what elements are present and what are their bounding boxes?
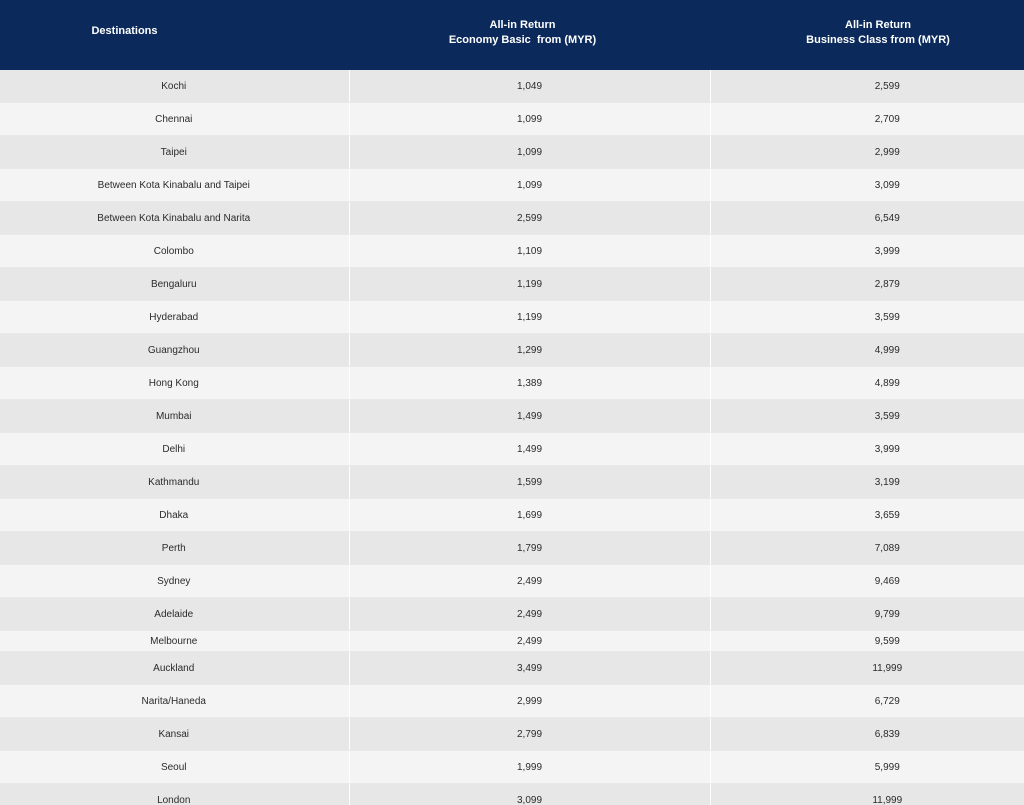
header-destinations (0, 0, 349, 70)
business-fare-cell: 2,879 (710, 268, 1024, 301)
table-header (0, 0, 1024, 70)
header-economy (349, 0, 710, 70)
business-fare-cell: 9,599 (710, 631, 1024, 652)
table-row (0, 400, 1024, 433)
table-row (0, 784, 1024, 805)
destination-cell: Guangzhou (0, 334, 349, 367)
business-fare-cell: 6,839 (710, 718, 1024, 751)
economy-fare-cell: 3,499 (349, 652, 710, 685)
business-fare-cell: 3,099 (710, 169, 1024, 202)
economy-fare-cell: 1,799 (349, 532, 710, 565)
business-fare-cell: 11,999 (710, 652, 1024, 685)
destination-cell: Between Kota Kinabalu and Taipei (0, 169, 349, 202)
business-fare-cell: 2,599 (710, 70, 1024, 103)
destination-cell: Hyderabad (0, 301, 349, 334)
destination-cell: Kathmandu (0, 466, 349, 499)
table-row (0, 685, 1024, 718)
destination-cell: Narita/Haneda (0, 685, 349, 718)
destination-cell: Auckland (0, 652, 349, 685)
destination-cell: Sydney (0, 565, 349, 598)
destination-cell: Taipei (0, 136, 349, 169)
business-fare-cell: 3,659 (710, 499, 1024, 532)
destination-cell: Bengaluru (0, 268, 349, 301)
destination-cell: Kansai (0, 718, 349, 751)
table-row (0, 718, 1024, 751)
business-fare-cell: 5,999 (710, 751, 1024, 784)
economy-fare-cell: 3,099 (349, 784, 710, 805)
table-row (0, 334, 1024, 367)
business-fare-cell: 2,709 (710, 103, 1024, 136)
table-body (0, 70, 1024, 805)
economy-fare-cell: 1,199 (349, 268, 710, 301)
business-fare-cell: 7,089 (710, 532, 1024, 565)
header-business (710, 0, 1024, 70)
table-row (0, 70, 1024, 103)
business-fare-cell: 9,799 (710, 598, 1024, 631)
header-business-line1: All-in Return (845, 19, 911, 31)
business-fare-cell: 3,599 (710, 301, 1024, 334)
business-fare-cell: 3,999 (710, 235, 1024, 268)
header-destinations-label: Destinations (91, 24, 158, 37)
business-fare-cell: 4,899 (710, 367, 1024, 400)
economy-fare-cell: 2,499 (349, 598, 710, 631)
economy-fare-cell: 1,699 (349, 499, 710, 532)
business-fare-cell: 4,999 (710, 334, 1024, 367)
table-row (0, 202, 1024, 235)
table-row (0, 235, 1024, 268)
economy-fare-cell: 1,199 (349, 301, 710, 334)
destination-cell: Hong Kong (0, 367, 349, 400)
table-row (0, 169, 1024, 202)
header-row (0, 0, 1024, 70)
economy-fare-cell: 1,109 (349, 235, 710, 268)
business-fare-cell: 3,999 (710, 433, 1024, 466)
economy-fare-cell: 2,799 (349, 718, 710, 751)
table-row (0, 301, 1024, 334)
economy-fare-cell: 1,099 (349, 136, 710, 169)
header-business-line2: Business Class from (MYR) (806, 34, 950, 46)
table-row (0, 565, 1024, 598)
business-fare-cell: 11,999 (710, 784, 1024, 805)
economy-fare-cell: 1,389 (349, 367, 710, 400)
business-fare-cell: 6,549 (710, 202, 1024, 235)
economy-fare-cell: 1,499 (349, 433, 710, 466)
table-row (0, 652, 1024, 685)
table-row (0, 367, 1024, 400)
table-row (0, 136, 1024, 169)
destination-cell: Between Kota Kinabalu and Narita (0, 202, 349, 235)
destination-cell: Seoul (0, 751, 349, 784)
destination-cell: Chennai (0, 103, 349, 136)
table-row (0, 499, 1024, 532)
destination-cell: London (0, 784, 349, 805)
economy-fare-cell: 1,099 (349, 103, 710, 136)
business-fare-cell: 6,729 (710, 685, 1024, 718)
table-row (0, 532, 1024, 565)
table-row (0, 598, 1024, 631)
destination-cell: Perth (0, 532, 349, 565)
economy-fare-cell: 1,299 (349, 334, 710, 367)
economy-fare-cell: 2,999 (349, 685, 710, 718)
destination-cell: Delhi (0, 433, 349, 466)
economy-fare-cell: 1,099 (349, 169, 710, 202)
economy-fare-cell: 1,499 (349, 400, 710, 433)
economy-fare-cell: 2,499 (349, 631, 710, 652)
economy-fare-cell: 1,999 (349, 751, 710, 784)
economy-fare-cell: 2,499 (349, 565, 710, 598)
business-fare-cell: 9,469 (710, 565, 1024, 598)
header-economy-line1: All-in Return (489, 19, 556, 31)
economy-fare-cell: 2,599 (349, 202, 710, 235)
header-economy-line2: Economy Basic from (MYR) (448, 34, 597, 46)
table-row (0, 631, 1024, 652)
economy-fare-cell: 1,599 (349, 466, 710, 499)
table-row (0, 751, 1024, 784)
table-row (0, 103, 1024, 136)
business-fare-cell: 2,999 (710, 136, 1024, 169)
destination-cell: Adelaide (0, 598, 349, 631)
table-row (0, 466, 1024, 499)
business-fare-cell: 3,199 (710, 466, 1024, 499)
destination-cell: Kochi (0, 70, 349, 103)
table-row (0, 433, 1024, 466)
business-fare-cell: 3,599 (710, 400, 1024, 433)
destination-cell: Mumbai (0, 400, 349, 433)
destination-cell: Colombo (0, 235, 349, 268)
economy-fare-cell: 1,049 (349, 70, 710, 103)
destination-cell: Melbourne (0, 631, 349, 652)
table-row (0, 268, 1024, 301)
destination-cell: Dhaka (0, 499, 349, 532)
